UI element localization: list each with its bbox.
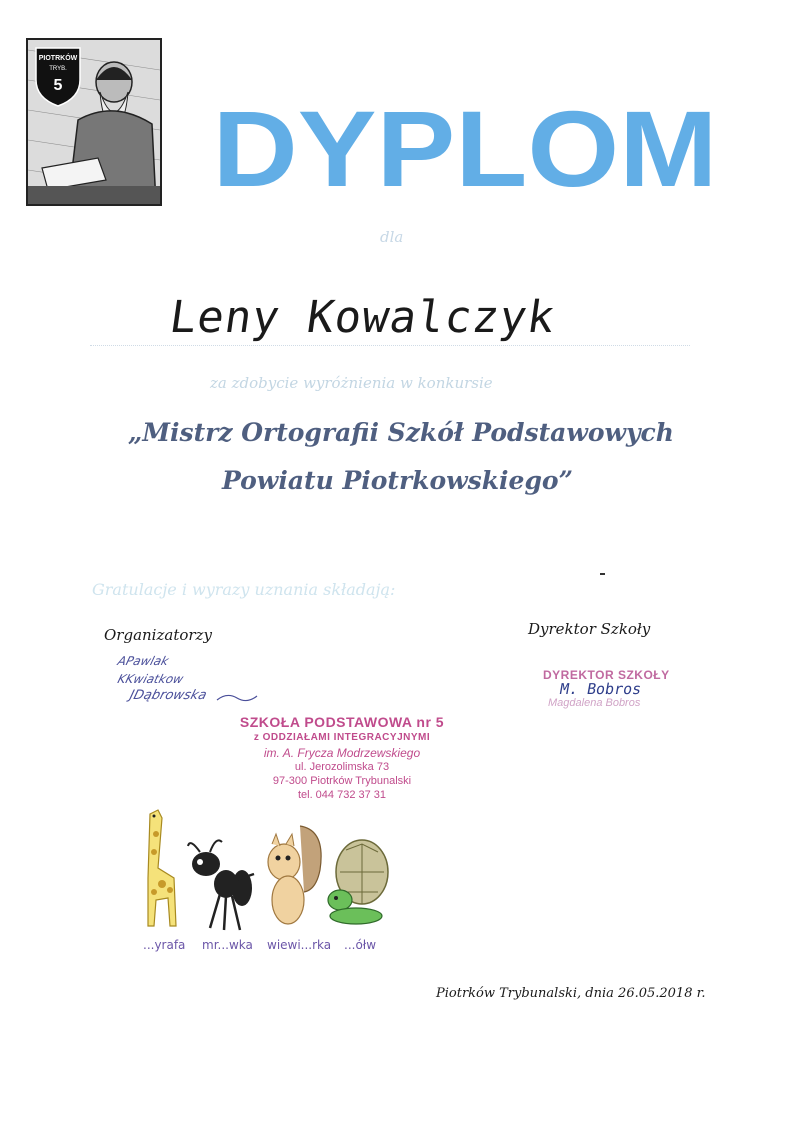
award-reason: za zdobycie wyróżnienia w konkursie bbox=[210, 374, 493, 392]
school-stamp-line2: z ODDZIAŁAMI INTEGRACYJNYMI bbox=[253, 732, 431, 743]
animal-caption: ...yrafa bbox=[143, 938, 186, 952]
turtle-icon bbox=[326, 830, 392, 930]
place-and-date: Piotrków Trybunalski, dnia 26.05.2018 r. bbox=[436, 986, 706, 1001]
director-stamp-title: DYREKTOR SZKOŁY bbox=[543, 668, 670, 682]
organizer-signature: APawlak bbox=[116, 654, 171, 668]
logo-number: 5 bbox=[53, 77, 63, 94]
school-logo bbox=[26, 38, 162, 206]
school-stamp-line1: SZKOŁA PODSTAWOWA nr 5 bbox=[239, 714, 445, 730]
school-stamp-line3: im. A. Frycza Modrzewskiego bbox=[263, 746, 421, 760]
logo-top-label: PIOTRKÓW bbox=[38, 55, 78, 62]
ant-icon bbox=[186, 836, 256, 932]
logo-mid-label: TRYB. bbox=[49, 66, 67, 72]
contest-name-line2: Powiatu Piotrkowskiego” bbox=[222, 466, 573, 495]
name-dotted-line bbox=[90, 345, 690, 346]
for-label: dla bbox=[380, 228, 404, 246]
organizer-signature: KKwiatkow bbox=[116, 672, 185, 686]
animal-caption: ...ółw bbox=[344, 938, 377, 952]
diploma-title-text: DYPLOM bbox=[212, 98, 718, 194]
signature-flourish bbox=[215, 690, 259, 704]
school-stamp-line4: ul. Jerozolimska 73 bbox=[294, 761, 390, 773]
animal-caption: mr...wka bbox=[202, 938, 253, 952]
school-stamp-line5: 97-300 Piotrków Trybunalski bbox=[272, 775, 412, 787]
animal-caption: wiewi...rka bbox=[267, 938, 332, 952]
organizers-label: Organizatorzy bbox=[104, 626, 212, 644]
contest-name-line1: „Mistrz Ortografii Szkół Podstawowych bbox=[128, 418, 674, 447]
congratulations-text: Gratulacje i wyrazy uznania składają: bbox=[92, 580, 396, 599]
giraffe-icon bbox=[140, 808, 184, 932]
organizer-signature: JDąbrowska bbox=[127, 688, 209, 703]
ink-mark bbox=[600, 573, 605, 575]
recipient-name: Leny Kowalczyk bbox=[166, 292, 559, 343]
director-label: Dyrektor Szkoły bbox=[528, 620, 651, 638]
director-stamp-name: Magdalena Bobros bbox=[548, 697, 641, 709]
director-signature: M. Bobros bbox=[558, 680, 643, 698]
squirrel-icon bbox=[264, 820, 326, 932]
diploma-title bbox=[205, 98, 725, 194]
school-stamp-line6: tel. 044 732 37 31 bbox=[297, 789, 387, 801]
